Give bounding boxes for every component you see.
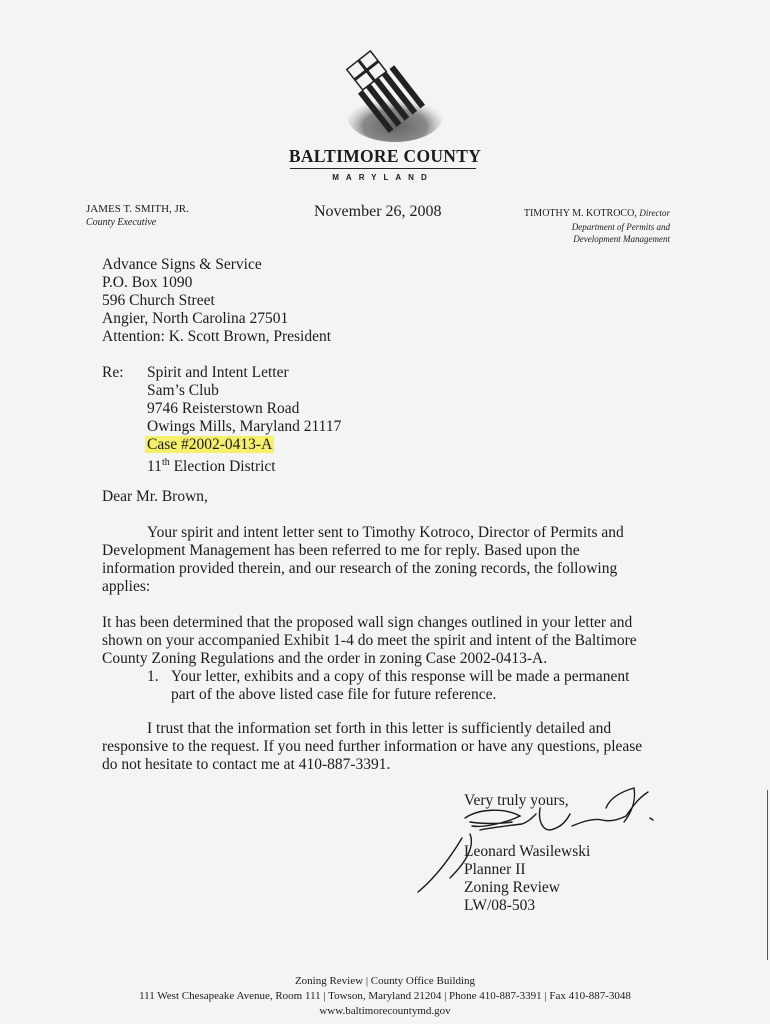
re-line: 9746 Reisterstown Road [147, 400, 300, 417]
footer-address: 111 West Chesapeake Avenue, Room 111 | Towson, Maryland 21204 | Phone 410-887-3391 | Fax 410-887-3048 [139, 990, 631, 1002]
letterhead-divider [290, 168, 476, 169]
reference-code: LW/08-503 [464, 897, 536, 914]
recipient-line: P.O. Box 1090 [102, 274, 193, 291]
signer-block [464, 843, 590, 915]
baltimore-county-seal-logo [335, 44, 445, 144]
recipient-address [102, 256, 331, 346]
signer-title: Planner II [464, 861, 526, 878]
recipient-line: Advance Signs & Service [102, 256, 262, 273]
director-block [430, 207, 670, 246]
signer-name: Leonard Wasilewski [464, 843, 591, 860]
director-dept-line1: Department of Permits and [571, 221, 670, 232]
election-district: 11th Election District [147, 457, 276, 476]
county-executive-title: County Executive [86, 217, 157, 228]
case-number-highlighted: Case #2002-0413-A [147, 436, 273, 453]
list-item: Your letter, exhibits and a copy of this response will be made a permanent part of the above listed case file for future reference. [171, 668, 630, 703]
valediction: Very truly yours, [464, 792, 569, 809]
recipient-line: 596 Church Street [102, 292, 215, 309]
signer-department: Zoning Review [464, 879, 560, 896]
re-line: Spirit and Intent Letter [147, 364, 289, 381]
letter-footer [0, 974, 770, 1019]
salutation: Dear Mr. Brown, [102, 488, 208, 505]
recipient-line: Angier, North Carolina 27501 [102, 310, 289, 327]
body-paragraph-2: It has been determined that the proposed wall sign changes outlined in your letter and shown on your accompanied Exhibit 1-4 do meet the spirit and intent of the Baltimore County Zoning Regulations and the order in zoning Case 2002-0413-A. [102, 614, 637, 667]
re-label: Re: [102, 364, 124, 381]
re-line: Owings Mills, Maryland 21117 [147, 418, 342, 435]
footer-website: www.baltimorecountymd.gov [319, 1005, 451, 1017]
re-line: Sam’s Club [147, 382, 219, 399]
state-name: MARYLAND [332, 173, 434, 182]
re-subject [147, 364, 341, 476]
list-item-number: 1. [147, 668, 159, 685]
recipient-line: Attention: K. Scott Brown, President [102, 328, 332, 345]
footer-office: Zoning Review | County Office Building [294, 975, 476, 987]
county-executive-name: JAMES T. SMITH, JR. [86, 203, 189, 215]
director-dept-line2: Development Management [573, 234, 670, 244]
director-title: Director [639, 208, 670, 218]
body-paragraph-1: Your spirit and intent letter sent to Timothy Kotroco, Director of Permits and Development Management has been referred to me for reply. Based upon the information provided therein, and our research of the zoning records, the following applies: [102, 524, 624, 595]
body-paragraph-3: I trust that the information set forth in this letter is sufficiently detailed and responsive to the request. If you need further information or have any questions, please do not hesitate to contact me at 410-887-3391. [102, 720, 643, 773]
scan-edge-line [767, 790, 768, 960]
letter-date: November 26, 2008 [314, 203, 442, 220]
director-name: TIMOTHY M. KOTROCO, [523, 208, 637, 219]
county-name: BALTIMORE COUNTY [288, 146, 482, 166]
